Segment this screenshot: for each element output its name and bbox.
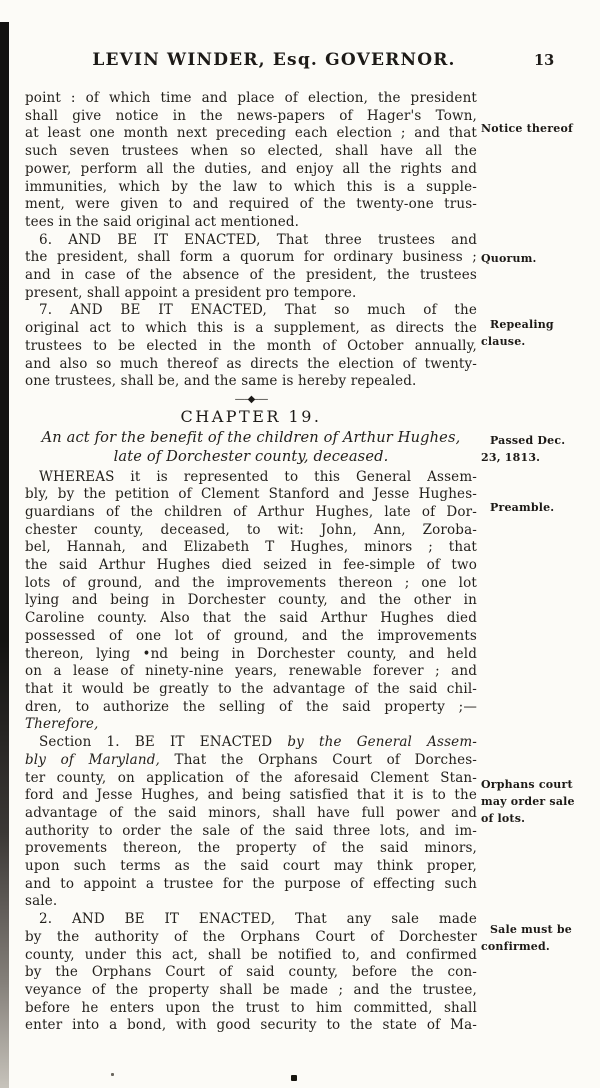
margin-note-line: Notice thereof — [481, 122, 573, 135]
text-line — [25, 823, 477, 841]
text-line — [25, 840, 477, 858]
text-segment: trustees to be elected in the month of October annually, — [25, 337, 477, 354]
text-segment: on a lease of ninety-nine years, renewable forever ; and — [25, 663, 477, 680]
text-line — [25, 267, 477, 285]
text-line — [25, 716, 477, 734]
text-line — [25, 486, 477, 504]
text-segment: power, perform all the duties, and enjoy all the rights and — [25, 160, 477, 177]
text-segment: enter into a bond, with good security to the state of Ma- — [25, 1017, 477, 1034]
text-line — [25, 982, 477, 1000]
text-line — [25, 302, 477, 320]
text-line — [25, 504, 477, 522]
italic-text: bly of Maryland, — [25, 751, 160, 768]
text-segment: tees in the said original act mentioned. — [25, 213, 300, 230]
text-segment: provements thereon, the property of the said minors, — [25, 840, 477, 857]
text-line — [25, 214, 477, 232]
act-title — [25, 429, 477, 467]
margin-note — [481, 316, 595, 350]
text-line — [25, 338, 477, 356]
margin-note-line: confirmed. — [481, 940, 550, 953]
text-line — [25, 646, 477, 664]
text-line — [25, 575, 477, 593]
italic-text: by the General Assem- — [287, 734, 477, 751]
text-line — [25, 947, 477, 965]
margin-note-line: Sale must be — [490, 923, 572, 936]
margin-note-line: clause. — [481, 335, 526, 348]
margin-note-line: Repealing — [490, 318, 554, 331]
margin-note-line: may order sale — [481, 795, 575, 808]
text-line — [25, 893, 477, 911]
margin-note-line: of lots. — [481, 812, 526, 825]
margin-note-line: Passed Dec. — [490, 434, 566, 447]
text-segment: ment, were given to and required of the twenty-one trus- — [25, 196, 477, 213]
text-segment: ford and Jesse Hughes, and being satisfied that it is to the — [25, 787, 477, 804]
margin-note — [481, 120, 595, 137]
text-segment: 7. AND BE IT ENACTED, That so much of the — [39, 302, 477, 319]
text-line — [25, 752, 477, 770]
text-segment: sale. — [25, 893, 58, 910]
text-line — [25, 805, 477, 823]
page-header — [24, 50, 524, 70]
text-line — [25, 90, 477, 108]
text-segment: shall give notice in the news-papers of Hager's Town, — [25, 107, 477, 124]
text-line — [25, 232, 477, 250]
text-segment: authority to order the sale of the said three lots, and im- — [25, 822, 477, 839]
page-number: 13 — [534, 52, 555, 69]
running-title: LEVIN WINDER, Esq. GOVERNOR. — [92, 50, 456, 70]
text-segment: and also so much thereof as directs the election of twenty- — [25, 355, 477, 372]
text-line — [25, 681, 477, 699]
text-segment: 2. AND BE IT ENACTED, That any sale made — [39, 911, 477, 928]
text-segment: immunities, which by the law to which this is a supple- — [25, 178, 477, 195]
text-segment: ter county, on application of the aforesaid Clement Stan- — [25, 769, 477, 786]
text-segment: guardians of the children of Arthur Hughes, late of Dor- — [25, 503, 477, 520]
margin-note — [481, 499, 595, 516]
text-line — [25, 787, 477, 805]
text-segment: lying and being in Dorchester county, and the other in — [25, 592, 477, 609]
text-line — [25, 1000, 477, 1018]
scan-gutter-bar — [0, 22, 9, 1088]
paragraph — [25, 734, 477, 911]
text-segment: Section 1. BE IT ENACTED — [39, 734, 288, 751]
text-segment: WHEREAS it is represented to this General Assem- — [39, 468, 477, 485]
paragraph — [25, 911, 477, 1035]
text-segment: possessed of one lot of ground, and the improvements — [25, 627, 477, 644]
text-segment: advantage of the said minors, shall have full power and — [25, 804, 477, 821]
text-segment: by the Orphans Court of said county, before the con- — [25, 964, 477, 981]
text-segment: point : of which time and place of election, the president — [25, 90, 477, 106]
italic-text: Therefore, — [25, 716, 99, 733]
text-segment: such seven trustees when so elected, shall have all the — [25, 143, 477, 160]
text-segment: that it would be greatly to the advantage of the said chil- — [25, 680, 477, 697]
text-segment: lots of ground, and the improvements thereon ; one lot — [25, 574, 477, 591]
margin-note-line: Quorum. — [481, 252, 537, 265]
text-segment: one trustees, shall be, and the same is hereby repealed. — [25, 373, 417, 390]
text-segment: veyance of the property shall be made ; and the trustee, — [25, 981, 477, 998]
margin-note-line: 23, 1813. — [481, 451, 541, 464]
text-line — [25, 858, 477, 876]
text-line — [25, 356, 477, 374]
text-segment: bel, Hannah, and Elizabeth T Hughes, minors ; that — [25, 539, 477, 556]
margin-note — [481, 432, 595, 466]
text-segment: upon such terms as the said court may think proper, — [25, 858, 477, 875]
text-line — [25, 628, 477, 646]
margin-note — [481, 250, 595, 267]
text-line — [25, 196, 477, 214]
text-segment: the said Arthur Hughes died seized in fee-simple of two — [25, 557, 477, 574]
ink-speck — [291, 1075, 297, 1081]
text-line — [25, 663, 477, 681]
section-ornament: —–◆–— — [234, 393, 268, 405]
text-segment: and to appoint a trustee for the purpose of effecting such — [25, 875, 477, 892]
text-segment: bly, by the petition of Clement Stanford and Jesse Hughes- — [25, 486, 477, 503]
chapter-heading: CHAPTER 19. — [180, 406, 322, 426]
paragraph — [25, 90, 477, 232]
text-segment: before he enters upon the trust to him committed, shall — [25, 999, 477, 1016]
text-line — [25, 320, 477, 338]
text-line — [25, 964, 477, 982]
text-line — [25, 373, 477, 391]
text-segment: by the authority of the Orphans Court of Dorchester — [25, 928, 477, 945]
text-line — [25, 125, 477, 143]
paragraph — [25, 469, 477, 735]
text-line — [25, 557, 477, 575]
paragraph — [25, 302, 477, 391]
text-line — [25, 522, 477, 540]
text-segment: thereon, lying •nd being in Dorchester county, and held — [25, 645, 477, 662]
text-line — [25, 285, 477, 303]
margin-note-line: Preamble. — [490, 501, 555, 514]
text-line — [25, 539, 477, 557]
paragraph — [25, 232, 477, 303]
text-segment: present, shall appoint a president pro tempore. — [25, 284, 357, 301]
text-line — [25, 929, 477, 947]
act-title-line: late of Dorchester county, deceased. — [113, 447, 389, 465]
ink-speck — [111, 1073, 114, 1076]
margin-note-line: Orphans court — [481, 778, 573, 791]
text-line — [25, 610, 477, 628]
text-segment: the president, shall form a quorum for ordinary business ; — [25, 249, 477, 266]
text-segment: at least one month next preceding each election ; and that — [25, 125, 477, 142]
text-line — [25, 108, 477, 126]
text-segment: chester county, deceased, to wit: John, Ann, Zoroba- — [25, 521, 477, 538]
text-line — [25, 770, 477, 788]
text-line — [25, 249, 477, 267]
text-segment: original act to which this is a supplement, as directs the — [25, 320, 477, 337]
text-segment: Caroline county. Also that the said Arthur Hughes died — [25, 610, 477, 627]
text-line — [25, 469, 477, 487]
margin-note — [481, 921, 595, 955]
text-line — [25, 1017, 477, 1035]
text-segment: 6. AND BE IT ENACTED, That three trustees and — [39, 231, 477, 248]
text-line — [25, 699, 477, 717]
margin-note — [481, 776, 595, 827]
text-segment: county, under this act, shall be notified to, and confirmed — [25, 946, 477, 963]
text-segment: and in case of the absence of the president, the trustees — [25, 267, 477, 284]
text-segment: dren, to authorize the selling of the said property ;— — [25, 698, 477, 715]
text-line — [25, 161, 477, 179]
act-title-line: An act for the benefit of the children of Arthur Hughes, — [41, 428, 461, 446]
text-line — [25, 143, 477, 161]
text-line — [25, 734, 477, 752]
text-line — [25, 911, 477, 929]
text-segment: That the Orphans Court of Dorches- — [159, 751, 477, 768]
text-line — [25, 592, 477, 610]
text-line — [25, 876, 477, 894]
text-line — [25, 179, 477, 197]
text-flow — [25, 90, 477, 1035]
